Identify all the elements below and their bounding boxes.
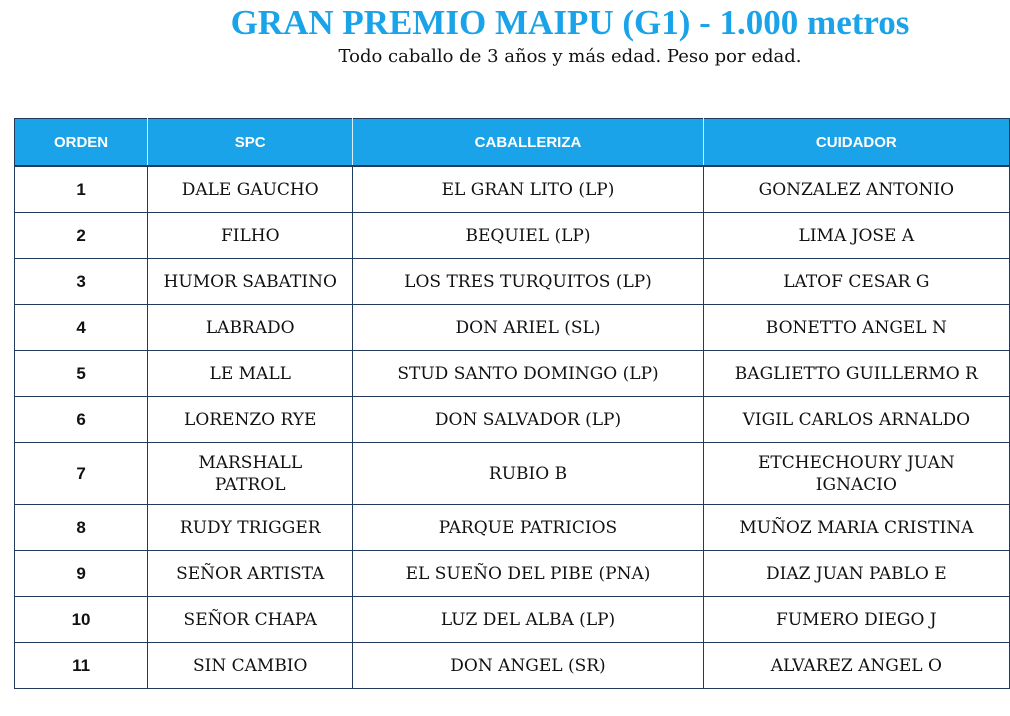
cell-spc: SEÑOR ARTISTA bbox=[148, 551, 353, 597]
cell-cuidador: FUMERO DIEGO J bbox=[703, 597, 1009, 643]
cell-caballeriza: BEQUIEL (LP) bbox=[353, 213, 703, 259]
cell-caballeriza: DON SALVADOR (LP) bbox=[353, 397, 703, 443]
table-row bbox=[15, 351, 1010, 397]
cell-cuidador: ETCHECHOURY JUAN IGNACIO bbox=[703, 443, 1009, 505]
cell-spc: HUMOR SABATINO bbox=[148, 259, 353, 305]
table-row bbox=[15, 213, 1010, 259]
cell-orden: 3 bbox=[15, 259, 148, 305]
entries-table bbox=[14, 118, 1010, 689]
cell-cuidador: BONETTO ANGEL N bbox=[703, 305, 1009, 351]
cell-cuidador: VIGIL CARLOS ARNALDO bbox=[703, 397, 1009, 443]
cell-spc: LABRADO bbox=[148, 305, 353, 351]
cell-spc: LORENZO RYE bbox=[148, 397, 353, 443]
table-row bbox=[15, 259, 1010, 305]
cell-cuidador: MUÑOZ MARIA CRISTINA bbox=[703, 505, 1009, 551]
cell-caballeriza: RUBIO B bbox=[353, 443, 703, 505]
cell-caballeriza: DON ARIEL (SL) bbox=[353, 305, 703, 351]
column-header-orden: ORDEN bbox=[15, 119, 148, 167]
cell-caballeriza: STUD SANTO DOMINGO (LP) bbox=[353, 351, 703, 397]
cell-caballeriza: LUZ DEL ALBA (LP) bbox=[353, 597, 703, 643]
table-row bbox=[15, 551, 1010, 597]
cell-orden: 5 bbox=[15, 351, 148, 397]
column-header-cuidador: CUIDADOR bbox=[703, 119, 1009, 167]
table-row bbox=[15, 166, 1010, 213]
cell-orden: 2 bbox=[15, 213, 148, 259]
table-row bbox=[15, 305, 1010, 351]
cell-orden: 11 bbox=[15, 643, 148, 689]
cell-orden: 8 bbox=[15, 505, 148, 551]
cell-spc: FILHO bbox=[148, 213, 353, 259]
table-row bbox=[15, 505, 1010, 551]
cell-caballeriza: EL SUEÑO DEL PIBE (PNA) bbox=[353, 551, 703, 597]
cell-cuidador: GONZALEZ ANTONIO bbox=[703, 166, 1009, 213]
cell-spc: SEÑOR CHAPA bbox=[148, 597, 353, 643]
cell-caballeriza: PARQUE PATRICIOS bbox=[353, 505, 703, 551]
cell-orden: 9 bbox=[15, 551, 148, 597]
cell-orden: 10 bbox=[15, 597, 148, 643]
cell-caballeriza: EL GRAN LITO (LP) bbox=[353, 166, 703, 213]
cell-cuidador: LIMA JOSE A bbox=[703, 213, 1009, 259]
cell-cuidador: LATOF CESAR G bbox=[703, 259, 1009, 305]
cell-spc: DALE GAUCHO bbox=[148, 166, 353, 213]
table-header-row bbox=[15, 119, 1010, 167]
table-row bbox=[15, 443, 1010, 505]
cell-cuidador: DIAZ JUAN PABLO E bbox=[703, 551, 1009, 597]
cell-orden: 6 bbox=[15, 397, 148, 443]
table-row bbox=[15, 597, 1010, 643]
page-title: GRAN PREMIO MAIPU (G1) - 1.000 metros bbox=[230, 3, 910, 42]
column-header-spc: SPC bbox=[148, 119, 353, 167]
race-conditions: Todo caballo de 3 años y más edad. Peso por edad. bbox=[338, 46, 802, 67]
cell-caballeriza: LOS TRES TURQUITOS (LP) bbox=[353, 259, 703, 305]
cell-orden: 7 bbox=[15, 443, 148, 505]
cell-cuidador: BAGLIETTO GUILLERMO R bbox=[703, 351, 1009, 397]
column-header-caballeriza: CABALLERIZA bbox=[353, 119, 703, 167]
cell-spc: MARSHALL PATROL bbox=[148, 443, 353, 505]
cell-orden: 4 bbox=[15, 305, 148, 351]
cell-spc: RUDY TRIGGER bbox=[148, 505, 353, 551]
table-row bbox=[15, 397, 1010, 443]
cell-spc: LE MALL bbox=[148, 351, 353, 397]
cell-orden: 1 bbox=[15, 166, 148, 213]
table-row bbox=[15, 643, 1010, 689]
cell-caballeriza: DON ANGEL (SR) bbox=[353, 643, 703, 689]
cell-spc: SIN CAMBIO bbox=[148, 643, 353, 689]
cell-cuidador: ALVAREZ ANGEL O bbox=[703, 643, 1009, 689]
